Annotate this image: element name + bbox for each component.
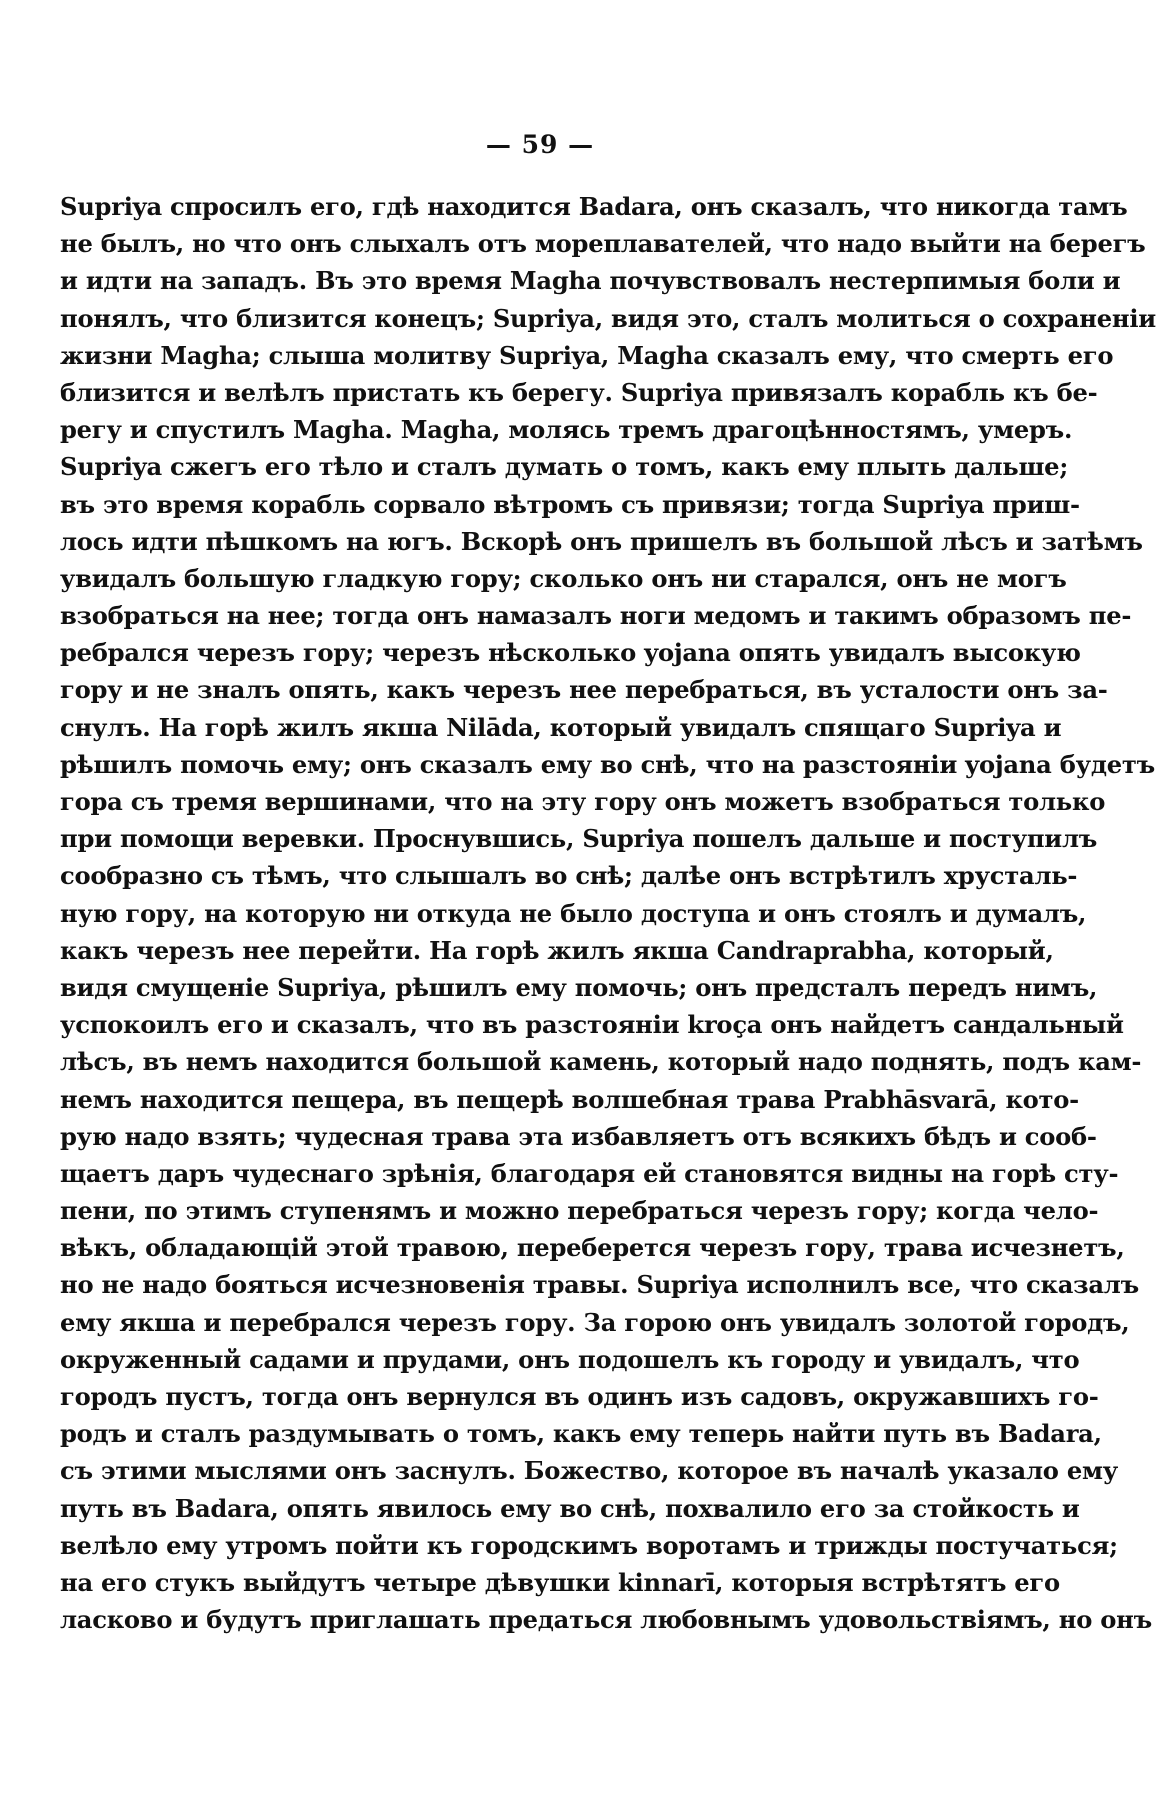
- text-line: въ это время корабль сорвало вѣтромъ съ привязи; тогда Supriya приш-: [60, 489, 1080, 519]
- text-line: ласково и будутъ приглашать предаться любовнымъ удовольствіямъ, но онъ: [60, 1605, 1152, 1635]
- text-line: лѣсъ, въ немъ находится большой камень, который надо поднять, подъ кам-: [60, 1047, 1142, 1077]
- text-line: окруженный садами и прудами, онъ подошелъ къ городу и увидалъ, что: [60, 1344, 1080, 1374]
- text-line: ную гору, на которую ни откуда не было доступа и онъ стоялъ и думалъ,: [60, 898, 1087, 928]
- text-line: успокоилъ его и сказалъ, что въ разстояніи kroça онъ найдетъ сандальный: [60, 1010, 1124, 1040]
- text-line: при помощи веревки. Проснувшись, Supriya пошелъ дальше и поступилъ: [60, 824, 1098, 854]
- text-line: и идти на западъ. Въ это время Magha почувствовалъ нестерпимыя боли и: [60, 266, 1121, 296]
- text-line: сообразно съ тѣмъ, что слышалъ во снѣ; далѣе онъ встрѣтилъ хрусталь-: [60, 861, 1078, 891]
- text-line: рую надо взять; чудесная трава эта избавляетъ отъ всякихъ бѣдъ и сооб-: [60, 1121, 1097, 1151]
- text-line: ему якша и перебрался черезъ гору. За горою онъ увидалъ золотой городъ,: [60, 1307, 1130, 1337]
- text-line: лось идти пѣшкомъ на югъ. Вскорѣ онъ пришелъ въ большой лѣсъ и затѣмъ: [60, 526, 1143, 556]
- text-line: на его стукъ выйдутъ четыре дѣвушки kinnarī, которыя встрѣтятъ его: [60, 1567, 1060, 1597]
- text-line: гору и не зналъ опять, какъ черезъ нее перебраться, въ усталости онъ за-: [60, 675, 1108, 705]
- text-line: съ этими мыслями онъ заснулъ. Божество, которое въ началѣ указало ему: [60, 1456, 1118, 1486]
- text-line: немъ находится пещера, въ пещерѣ волшебная трава Prabhāsvarā, кото-: [60, 1084, 1079, 1114]
- text-line: понялъ, что близится конецъ; Supriya, видя это, сталъ молиться о сохраненіи: [60, 303, 1156, 333]
- text-line: ребрался черезъ гору; черезъ нѣсколько yojana опять увидалъ высокую: [60, 638, 1081, 668]
- text-line: путь въ Badara, опять явилось ему во снѣ, похвалило его за стойкость и: [60, 1493, 1080, 1523]
- text-line: какъ черезъ нее перейти. На горѣ жилъ якша Candraprabha, который,: [60, 935, 1054, 965]
- text-line: велѣло ему утромъ пойти къ городскимъ воротамъ и трижды постучаться;: [60, 1530, 1118, 1560]
- text-line: близится и велѣлъ пристать къ берегу. Supriya привязалъ корабль къ бе-: [60, 377, 1098, 407]
- text-line: пени, по этимъ ступенямъ и можно перебраться черезъ гору; когда чело-: [60, 1196, 1099, 1226]
- text-line: вѣкъ, обладающій этой травою, переберется черезъ гору, трава исчезнетъ,: [60, 1233, 1125, 1263]
- page-number: — 59 —: [485, 130, 595, 159]
- text-line: рѣшилъ помочь ему; онъ сказалъ ему во снѣ, что на разстояніи yojana будетъ: [60, 749, 1155, 779]
- text-line: увидалъ большую гладкую гору; сколько онъ ни старался, онъ не могъ: [60, 563, 1067, 593]
- text-line: Supriya сжегъ его тѣло и сталъ думать о томъ, какъ ему плыть дальше;: [60, 452, 1069, 482]
- text-line: жизни Magha; слыша молитву Supriya, Magha сказалъ ему, что смерть его: [60, 340, 1114, 370]
- text-line: взобраться на нее; тогда онъ намазалъ ноги медомъ и такимъ образомъ пе-: [60, 601, 1132, 631]
- text-line: Supriya спросилъ его, гдѣ находится Badara, онъ сказалъ, что никогда тамъ: [60, 192, 1128, 221]
- body-text: [60, 188, 1156, 1638]
- text-line: видя смущеніе Supriya, рѣшилъ ему помочь; онъ предсталъ передъ нимъ,: [60, 972, 1098, 1002]
- text-line: щаетъ даръ чудеснаго зрѣнія, благодаря ей становятся видны на горѣ сту-: [60, 1158, 1119, 1188]
- text-line: регу и спустилъ Magha. Magha, молясь тремъ драгоцѣнностямъ, умеръ.: [60, 415, 1073, 445]
- text-line: но не надо бояться исчезновенія травы. Supriya исполнилъ все, что сказалъ: [60, 1270, 1139, 1300]
- text-line: родъ и сталъ раздумывать о томъ, какъ ему теперь найти путь въ Badara,: [60, 1419, 1102, 1449]
- text-line: гора съ тремя вершинами, что на эту гору онъ можетъ взобраться только: [60, 787, 1106, 816]
- text-line: снулъ. На горѣ жилъ якша Nilāda, который увидалъ спящаго Supriya и: [60, 712, 1062, 742]
- text-line: городъ пустъ, тогда онъ вернулся въ одинъ изъ садовъ, окружавшихъ го-: [60, 1382, 1099, 1411]
- text-line: не былъ, но что онъ слыхалъ отъ мореплавателей, что надо выйти на берегъ: [60, 229, 1146, 259]
